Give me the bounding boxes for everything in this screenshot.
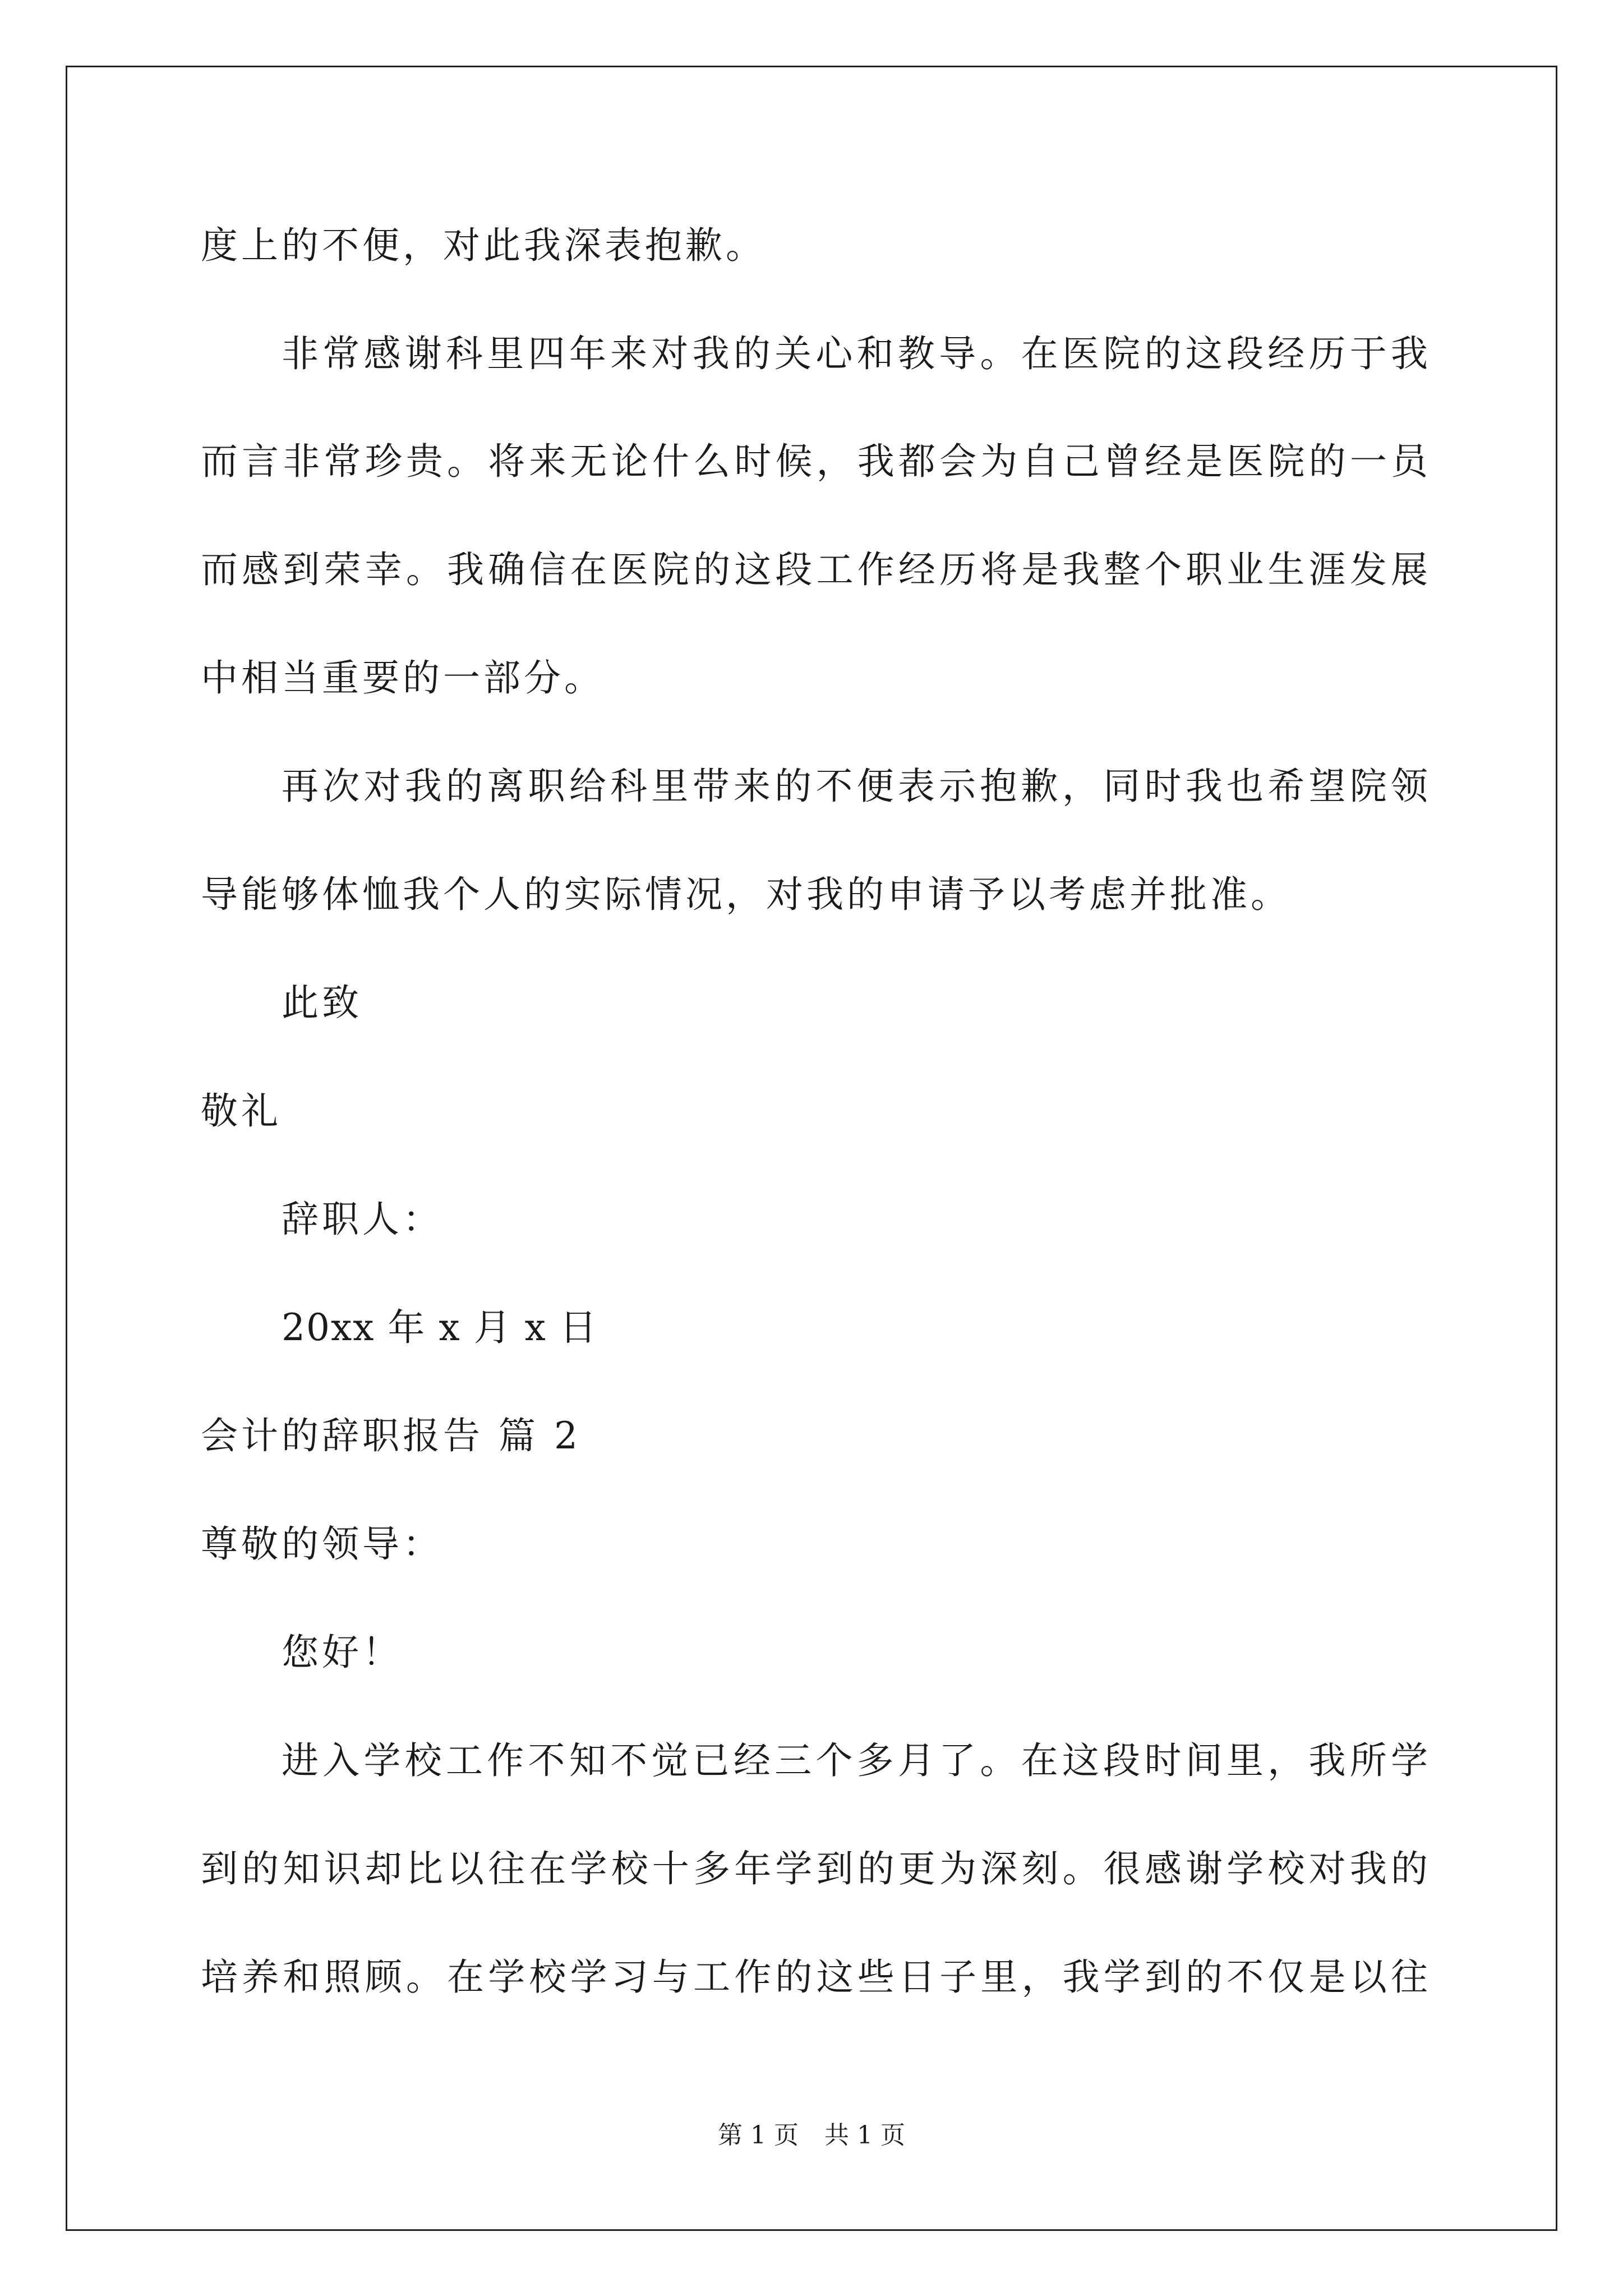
- text-line: 导能够体恤我个人的实际情况，对我的申请予以考虑并批准。: [201, 873, 1291, 916]
- closing-regards: 敬礼: [201, 1089, 282, 1133]
- greeting-hello: 您好！: [282, 1631, 403, 1674]
- text-line: 进入学校工作不知不觉已经三个多月了。在这段时间里，我所学: [282, 1739, 1428, 1782]
- section-heading: 会计的辞职报告 篇 2: [201, 1414, 581, 1457]
- text-line: 而感到荣幸。我确信在医院的这段工作经历将是我整个职业生涯发展: [201, 548, 1428, 591]
- page-number: 第 1 页: [718, 2121, 799, 2150]
- text-line: 非常感谢科里四年来对我的关心和教导。在医院的这段经历于我: [282, 332, 1428, 375]
- text-line: 培养和照顾。在学校学习与工作的这些日子里，我学到的不仅是以往: [201, 1955, 1428, 1999]
- text-line: 而言非常珍贵。将来无论什么时候，我都会为自己曾经是医院的一员: [201, 440, 1428, 483]
- text-line: 度上的不便，对此我深表抱歉。: [201, 224, 766, 267]
- text-line: 到的知识却比以往在学校十多年学到的更为深刻。很感谢学校对我的: [201, 1847, 1428, 1890]
- page-border: [66, 66, 1557, 2231]
- date-line: 20xx 年 x 月 x 日: [282, 1306, 598, 1349]
- page-footer: [0, 2123, 1623, 2148]
- greeting: 尊敬的领导：: [201, 1522, 443, 1566]
- closing-salutation: 此致: [282, 981, 362, 1024]
- page-total: 共 1 页: [824, 2121, 905, 2150]
- signature-label: 辞职人：: [282, 1198, 443, 1241]
- text-line: 再次对我的离职给科里带来的不便表示抱歉，同时我也希望院领: [282, 765, 1428, 808]
- text-line: 中相当重要的一部分。: [201, 656, 605, 700]
